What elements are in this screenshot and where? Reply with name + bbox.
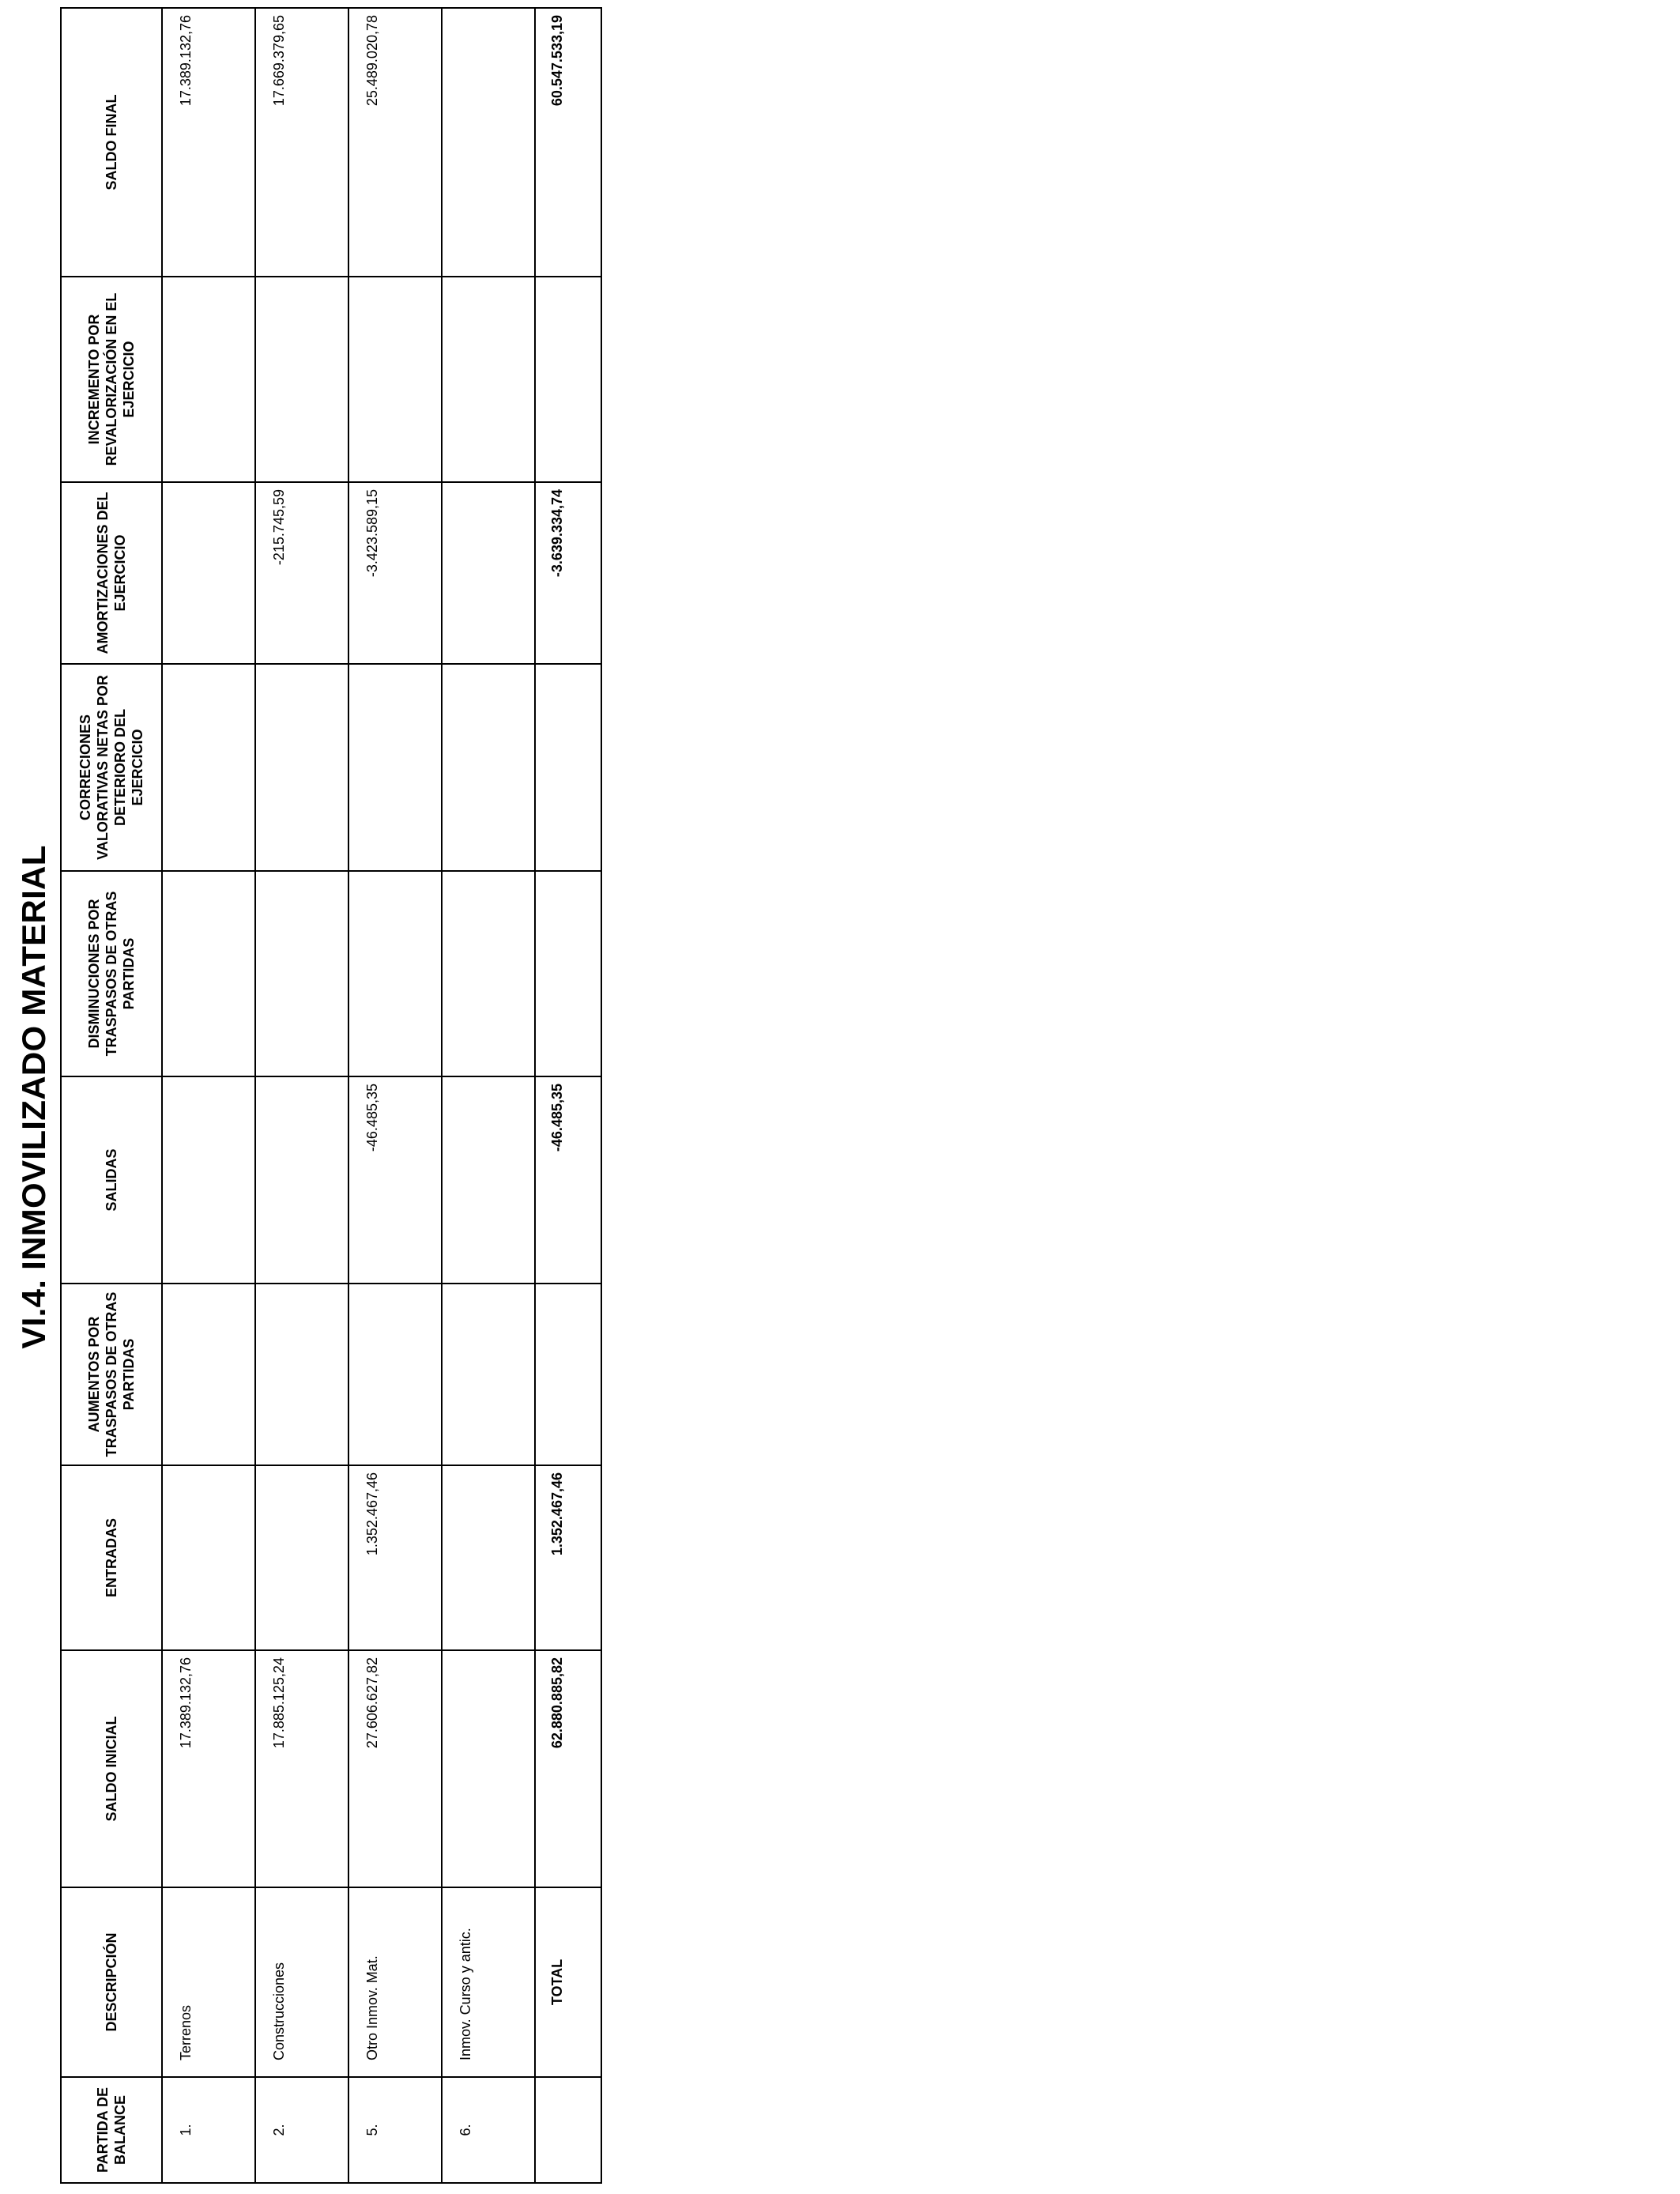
total-incremento [535, 277, 601, 482]
cell-partida: 1. [162, 2077, 255, 2183]
header-row [61, 8, 162, 2183]
cell-entradas [255, 1465, 348, 1650]
header-correcciones: CORRECIONES VALORATIVAS NETAS POR DETERIORO DEL EJERCICIO [61, 664, 162, 871]
cell-incremento [255, 277, 348, 482]
header-descripcion: DESCRIPCIÓN [61, 1887, 162, 2077]
cell-amortizaciones [442, 482, 535, 664]
cell-descripcion: Construcciones [255, 1887, 348, 2077]
total-entradas: 1.352.467,46 [535, 1465, 601, 1650]
header-salidas: SALIDAS [61, 1076, 162, 1284]
cell-entradas [162, 1465, 255, 1650]
cell-incremento [442, 277, 535, 482]
cell-salidas [255, 1076, 348, 1284]
cell-amortizaciones: -3.423.589,15 [348, 482, 442, 664]
cell-disminuciones [348, 871, 442, 1076]
cell-descripcion: Otro Inmov. Mat. [348, 1887, 442, 2077]
cell-disminuciones [162, 871, 255, 1076]
cell-correcciones [348, 664, 442, 871]
cell-saldo-final: 17.669.379,65 [255, 8, 348, 277]
total-saldo-final: 60.547.533,19 [535, 8, 601, 277]
cell-saldo-inicial: 17.885.125,24 [255, 1650, 348, 1887]
cell-partida: 5. [348, 2077, 442, 2183]
table-row [348, 8, 442, 2183]
cell-entradas: 1.352.467,46 [348, 1465, 442, 1650]
cell-incremento [348, 277, 442, 482]
header-incremento: INCREMENTO POR REVALORIZACIÓN EN EL EJERCICIO [61, 277, 162, 482]
cell-aumentos [162, 1284, 255, 1465]
cell-amortizaciones [162, 482, 255, 664]
cell-salidas: -46.485,35 [348, 1076, 442, 1284]
total-correcciones [535, 664, 601, 871]
total-salidas: -46.485,35 [535, 1076, 601, 1284]
header-disminuciones: DISMINUCIONES POR TRASPASOS DE OTRAS PARTIDAS [61, 871, 162, 1076]
cell-saldo-final: 25.489.020,78 [348, 8, 442, 277]
header-amortizaciones: AMORTIZACIONES DEL EJERCICIO [61, 482, 162, 664]
total-aumentos [535, 1284, 601, 1465]
cell-disminuciones [255, 871, 348, 1076]
cell-saldo-final [442, 8, 535, 277]
cell-disminuciones [442, 871, 535, 1076]
inmovilizado-table [60, 7, 602, 2184]
cell-total-empty [535, 2077, 601, 2183]
cell-entradas [442, 1465, 535, 1650]
cell-correcciones [255, 664, 348, 871]
cell-descripcion: Terrenos [162, 1887, 255, 2077]
cell-partida: 6. [442, 2077, 535, 2183]
cell-salidas [162, 1076, 255, 1284]
header-saldo-final: SALDO FINAL [61, 8, 162, 277]
page-title: VI.4. INMOVILIZADO MATERIAL [15, 845, 52, 1349]
table-row [162, 8, 255, 2183]
header-entradas: ENTRADAS [61, 1465, 162, 1650]
header-partida: PARTIDA DE BALANCE [61, 2077, 162, 2183]
cell-descripcion: Inmov. Curso y antic. [442, 1887, 535, 2077]
cell-saldo-inicial: 17.389.132,76 [162, 1650, 255, 1887]
cell-aumentos [255, 1284, 348, 1465]
table-row [442, 8, 535, 2183]
cell-aumentos [442, 1284, 535, 1465]
total-row [535, 8, 601, 2183]
total-amortizaciones: -3.639.334,74 [535, 482, 601, 664]
total-label: TOTAL [535, 1887, 601, 2077]
cell-correcciones [442, 664, 535, 871]
total-disminuciones [535, 871, 601, 1076]
cell-incremento [162, 277, 255, 482]
table-row [255, 8, 348, 2183]
total-saldo-inicial: 62.880.885,82 [535, 1650, 601, 1887]
cell-saldo-inicial: 27.606.627,82 [348, 1650, 442, 1887]
cell-salidas [442, 1076, 535, 1284]
cell-saldo-inicial [442, 1650, 535, 1887]
cell-saldo-final: 17.389.132,76 [162, 8, 255, 277]
header-aumentos: AUMENTOS POR TRASPASOS DE OTRAS PARTIDAS [61, 1284, 162, 1465]
cell-partida: 2. [255, 2077, 348, 2183]
header-saldo-inicial: SALDO INICIAL [61, 1650, 162, 1887]
cell-amortizaciones: -215.745,59 [255, 482, 348, 664]
cell-aumentos [348, 1284, 442, 1465]
cell-correcciones [162, 664, 255, 871]
